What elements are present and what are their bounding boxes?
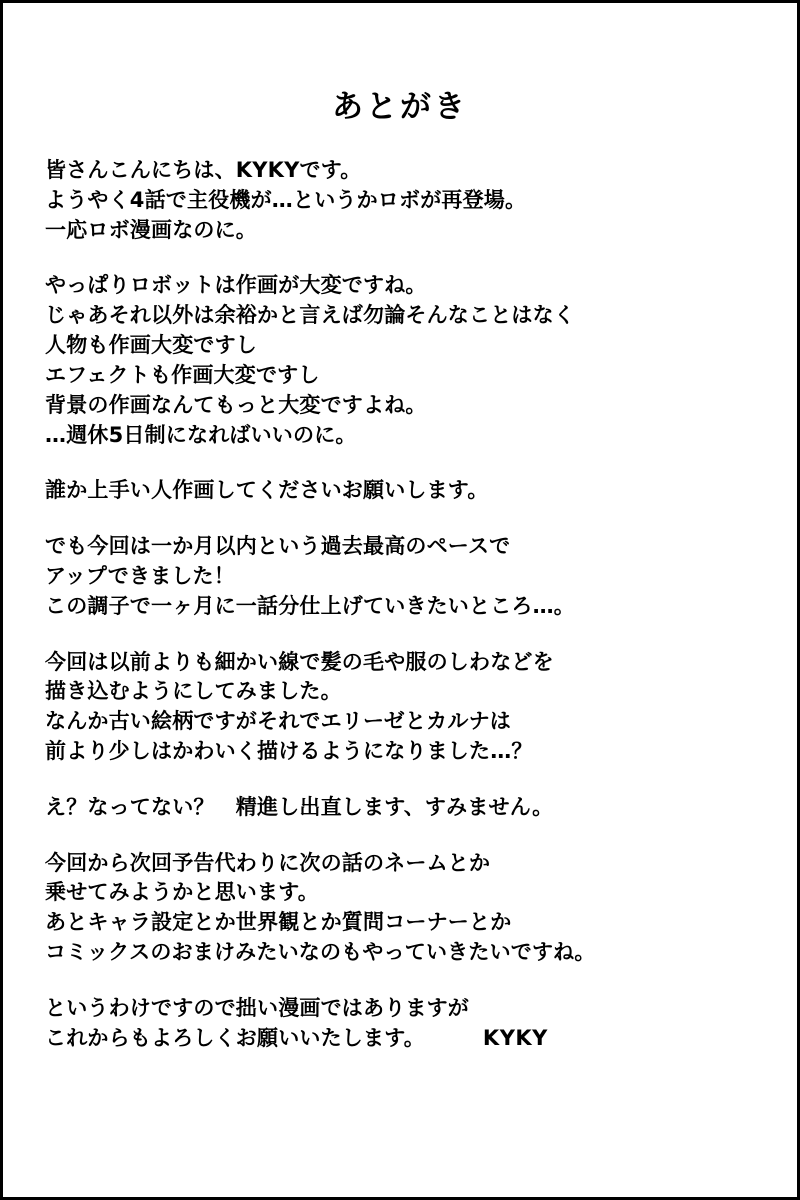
text-line: でも今回は一か月以内という過去最高のペースで <box>45 534 511 559</box>
text-line: この調子で一ヶ月に一話分仕上げていきたいところ…。 <box>45 593 575 618</box>
text-line: なんか古い絵柄ですがそれでエリーゼとカルナは <box>45 709 511 734</box>
paragraph <box>45 156 757 245</box>
text-line: 背景の作画なんてもっと大変ですよね。 <box>45 392 427 417</box>
text-line: あとキャラ設定とか世界観とか質問コーナーとか <box>45 910 512 935</box>
author-signature: KYKY <box>482 1025 548 1050</box>
paragraph <box>45 271 757 450</box>
text-line: これからもよろしくお願いいたします。 <box>45 1025 425 1050</box>
text-line: 描き込むようにしてみました。 <box>45 679 342 704</box>
paragraph <box>45 532 757 621</box>
text-line: じゃあそれ以外は余裕かと言えば勿論そんなことはなく <box>45 303 575 328</box>
paragraph <box>45 476 757 506</box>
text-line: 今回は以前よりも細かい線で髪の毛や服のしわなどを <box>45 649 554 674</box>
text-line: 前より少しはかわいく描けるようになりました…？ <box>45 739 533 763</box>
text-line: コミックスのおまけみたいなのもやっていきたいですね。 <box>45 940 596 965</box>
page-content <box>3 3 797 1197</box>
text-line: 皆さんこんにちは、KYKYです。 <box>45 158 362 182</box>
text-line: 乗せてみようかと思います。 <box>45 880 319 905</box>
text-line: というわけですので拙い漫画ではありますが <box>45 995 469 1020</box>
afterword-body <box>43 156 757 1054</box>
text-line: …週休5日制になればいいのに。 <box>45 422 357 447</box>
text-line: アップできました！ <box>45 563 235 588</box>
paragraph <box>45 648 757 767</box>
text-line: 人物も作画大変ですし <box>45 333 257 358</box>
text-line: 一応ロボ漫画なのに。 <box>45 217 257 242</box>
text-line: 誰か上手い人作画してくださいお願いします。 <box>45 478 489 503</box>
text-line: エフェクトも作画大変ですし <box>45 362 320 387</box>
closing-line-with-signature <box>45 1024 757 1054</box>
closing-paragraph <box>45 994 757 1054</box>
paragraph <box>45 793 757 823</box>
page-title: あとがき <box>332 89 468 125</box>
text-line: ようやく4話で主役機が…というかロボが再登場。 <box>45 187 527 212</box>
text-line: やっぱりロボットは作画が大変ですね。 <box>45 273 427 298</box>
text-line: え？なってない？ 精進し出直します、すみません。 <box>45 794 554 819</box>
text-line: 今回から次回予告代わりに次の話のネームとか <box>45 850 491 875</box>
paragraph <box>45 849 757 968</box>
